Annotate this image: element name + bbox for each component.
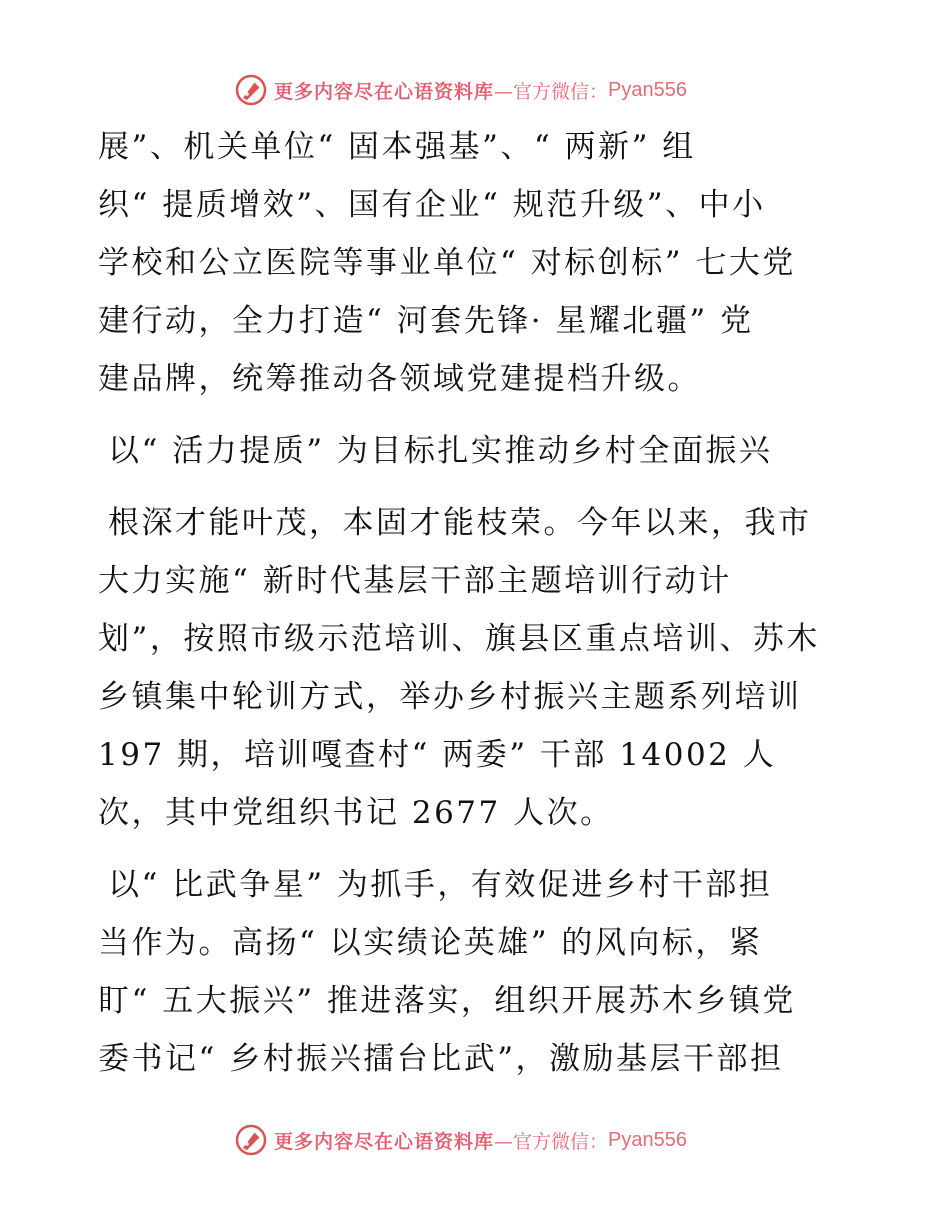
paragraph-line: 乡镇集中轮训方式，举办乡村振兴主题系列培训 [98, 679, 802, 715]
paragraph-line: 次，其中党组织书记 2677 人次。 [98, 795, 614, 831]
paragraph-line: 197 期，培训嘎查村“ 两委” 干部 14002 人 [98, 737, 777, 773]
watermark-header [234, 72, 687, 108]
watermark-separator-text: —官方微信： [494, 80, 609, 103]
paragraph-line: 委书记“ 乡村振兴擂台比武”，激励基层干部担 [98, 1041, 784, 1077]
watermark-footer [234, 1122, 687, 1158]
watermark-wechat-id: Pyan556 [608, 78, 687, 101]
paragraph-line: 盯“ 五大振兴” 推进落实，组织开展苏木乡镇党 [98, 983, 796, 1019]
watermark-separator-text: —官方微信： [494, 1130, 609, 1153]
paragraph-line: 建品牌，统筹推动各领域党建提档升级。 [98, 361, 701, 397]
paragraph-line: 当作为。高扬“ 以实绩论英雄” 的风向标，紧 [98, 925, 763, 961]
pen-nib-logo-icon [234, 73, 268, 107]
paragraph-line: 大力实施“ 新时代基层干部主题培训行动计 [98, 563, 732, 599]
watermark-wechat-id: Pyan556 [608, 1128, 687, 1151]
paragraph-line: 根深才能叶茂，本固才能枝荣。今年以来，我市 [108, 505, 812, 541]
document-body [98, 118, 858, 1088]
pen-nib-logo-icon [234, 1123, 268, 1157]
paragraph-line: 建行动，全力打造“ 河套先锋· 星耀北疆” 党 [98, 303, 754, 339]
paragraph-line: 以“ 比武争星” 为抓手，有效促进乡村干部担 [108, 867, 773, 903]
paragraph-line: 织“ 提质增效”、国有企业“ 规范升级”、中小 [98, 187, 766, 223]
paragraph-line: 学校和公立医院等事业单位“ 对标创标” 七大党 [98, 245, 796, 281]
watermark-brand-text: 更多内容尽在心语资料库 [274, 80, 495, 103]
watermark-brand-text: 更多内容尽在心语资料库 [274, 1130, 495, 1153]
paragraph-line: 展”、机关单位“ 固本强基”、“ 两新” 组 [98, 129, 696, 165]
paragraph-line: 划”，按照市级示范培训、旗县区重点培训、苏木 [98, 621, 820, 657]
section-heading: 以“ 活力提质” 为目标扎实推动乡村全面振兴 [108, 433, 773, 469]
